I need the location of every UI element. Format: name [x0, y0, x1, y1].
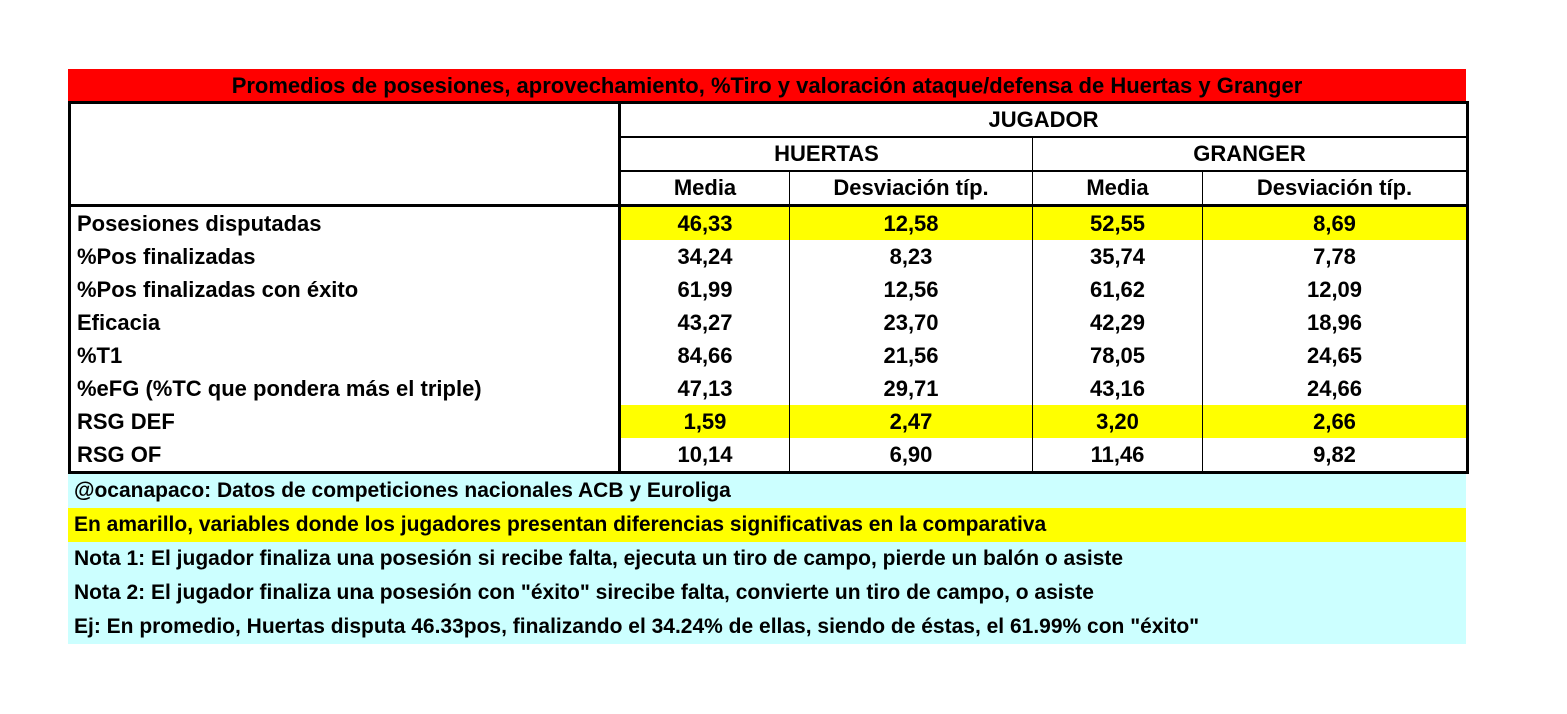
note-line: Nota 1: El jugador finaliza una posesión si recibe falta, ejecuta un tiro de campo, pierde un balón o asiste — [68, 542, 1466, 576]
cell-media-granger: 61,62 — [1033, 273, 1203, 306]
cell-desviacion-huertas: 21,56 — [790, 339, 1033, 372]
cell-desviacion-granger: 7,78 — [1203, 240, 1468, 273]
row-label: RSG DEF — [70, 405, 620, 438]
table-row — [70, 372, 1468, 405]
row-label: %eFG (%TC que pondera más el triple) — [70, 372, 620, 405]
table-row — [70, 273, 1468, 306]
cell-desviacion-huertas: 29,71 — [790, 372, 1033, 405]
cell-media-huertas: 43,27 — [620, 306, 790, 339]
col-header-desviacion-huertas: Desviación típ. — [790, 171, 1033, 206]
player-header-huertas: HUERTAS — [620, 137, 1033, 171]
row-label: %Pos finalizadas con éxito — [70, 273, 620, 306]
header-corner — [70, 103, 620, 206]
stats-figure — [68, 69, 1466, 644]
row-label: RSG OF — [70, 438, 620, 473]
row-label: %Pos finalizadas — [70, 240, 620, 273]
table-row — [70, 240, 1468, 273]
col-header-media-granger: Media — [1033, 171, 1203, 206]
cell-media-huertas: 47,13 — [620, 372, 790, 405]
stats-table — [68, 101, 1469, 474]
cell-media-huertas: 1,59 — [620, 405, 790, 438]
cell-media-granger: 78,05 — [1033, 339, 1203, 372]
cell-desviacion-granger: 24,66 — [1203, 372, 1468, 405]
cell-desviacion-huertas: 23,70 — [790, 306, 1033, 339]
notes — [68, 474, 1466, 644]
row-label: Eficacia — [70, 306, 620, 339]
cell-desviacion-huertas: 8,23 — [790, 240, 1033, 273]
cell-media-granger: 52,55 — [1033, 206, 1203, 241]
cell-media-granger: 42,29 — [1033, 306, 1203, 339]
cell-media-granger: 35,74 — [1033, 240, 1203, 273]
table-row — [70, 206, 1468, 241]
cell-desviacion-granger: 9,82 — [1203, 438, 1468, 473]
table-title: Promedios de posesiones, aprovechamiento, %Tiro y valoración ataque/defensa de Huertas y Granger — [68, 69, 1466, 101]
cell-desviacion-granger: 18,96 — [1203, 306, 1468, 339]
cell-desviacion-granger: 12,09 — [1203, 273, 1468, 306]
note-line: Nota 2: El jugador finaliza una posesión con "éxito" sirecibe falta, convierte un tiro de campo, o asiste — [68, 576, 1466, 610]
cell-media-huertas: 34,24 — [620, 240, 790, 273]
table-row — [70, 405, 1468, 438]
row-label: %T1 — [70, 339, 620, 372]
col-header-desviacion-granger: Desviación típ. — [1203, 171, 1468, 206]
note-line: Ej: En promedio, Huertas disputa 46.33pos, finalizando el 34.24% de ellas, siendo de éstas, el 61.99% con "éxito" — [68, 610, 1466, 644]
note-line: En amarillo, variables donde los jugadores presentan diferencias significativas en la comparativa — [68, 508, 1466, 542]
cell-media-huertas: 84,66 — [620, 339, 790, 372]
group-header: JUGADOR — [620, 103, 1468, 138]
cell-media-granger: 3,20 — [1033, 405, 1203, 438]
cell-desviacion-huertas: 12,56 — [790, 273, 1033, 306]
cell-media-huertas: 10,14 — [620, 438, 790, 473]
table-row — [70, 438, 1468, 473]
cell-media-huertas: 61,99 — [620, 273, 790, 306]
table-row — [70, 339, 1468, 372]
table-row — [70, 306, 1468, 339]
cell-desviacion-granger: 24,65 — [1203, 339, 1468, 372]
col-header-media-huertas: Media — [620, 171, 790, 206]
cell-desviacion-granger: 8,69 — [1203, 206, 1468, 241]
row-label: Posesiones disputadas — [70, 206, 620, 241]
cell-media-huertas: 46,33 — [620, 206, 790, 241]
cell-desviacion-huertas: 6,90 — [790, 438, 1033, 473]
cell-media-granger: 43,16 — [1033, 372, 1203, 405]
note-line: @ocanapaco: Datos de competiciones nacionales ACB y Euroliga — [68, 474, 1466, 508]
cell-desviacion-granger: 2,66 — [1203, 405, 1468, 438]
player-header-granger: GRANGER — [1033, 137, 1468, 171]
cell-media-granger: 11,46 — [1033, 438, 1203, 473]
cell-desviacion-huertas: 12,58 — [790, 206, 1033, 241]
cell-desviacion-huertas: 2,47 — [790, 405, 1033, 438]
